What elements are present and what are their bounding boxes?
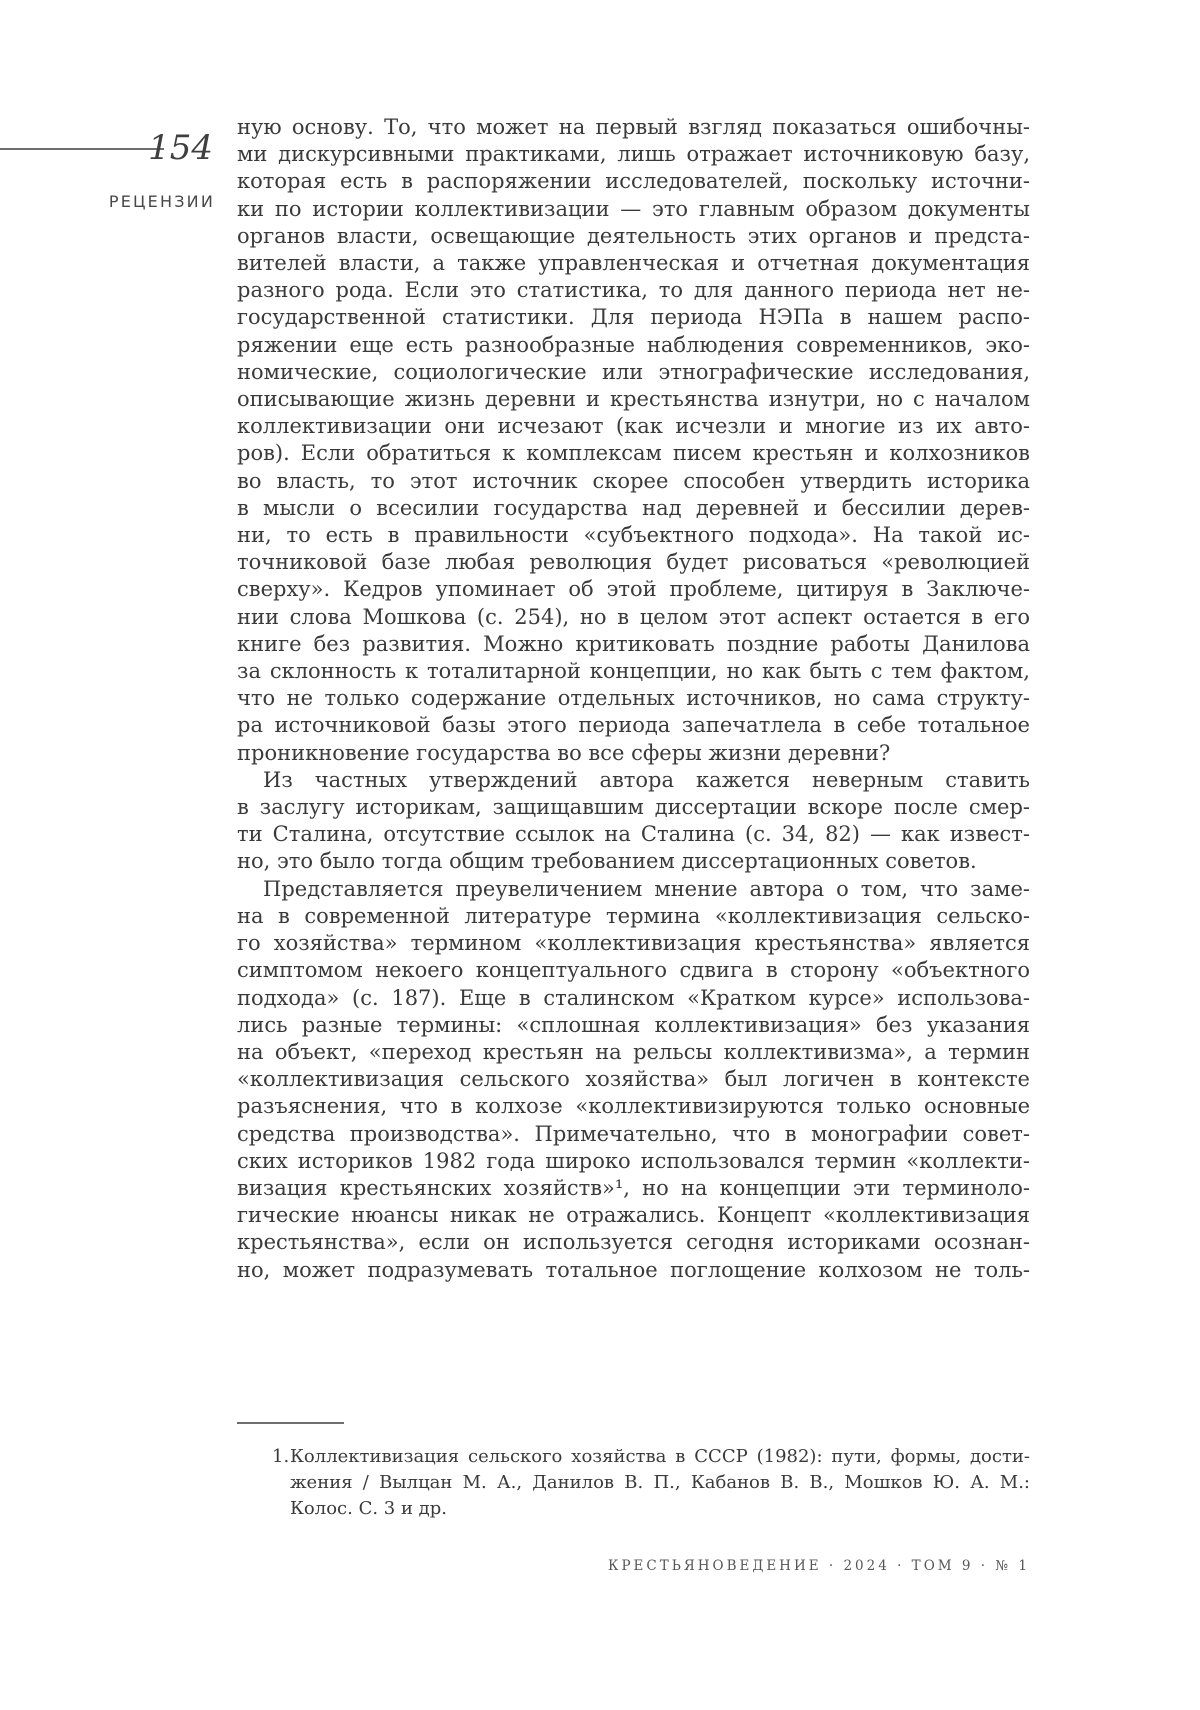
body-line: ми дискурсивными практиками, лишь отражает источниковую базу, bbox=[237, 142, 1030, 167]
footnote-marker: 1. bbox=[272, 1446, 290, 1467]
body-line: органов власти, освещающие деятельность этих органов и предста- bbox=[237, 223, 1030, 248]
footnote-rule bbox=[237, 1422, 344, 1424]
body-line: симптомом некоего концептуального сдвига в сторону «объектного bbox=[237, 958, 1030, 983]
body-line: Из частных утверждений автора кажется неверным ставить bbox=[263, 767, 1030, 792]
body-line: лись разные термины: «сплошная коллективизация» без указания bbox=[237, 1012, 1030, 1037]
article-body bbox=[237, 114, 1030, 1284]
section-label: РЕЦЕНЗИИ bbox=[108, 192, 215, 211]
body-line: Представляется преувеличением мнение автора о том, что заме- bbox=[263, 876, 1030, 901]
body-line: которая есть в распоряжении исследователей, поскольку источни- bbox=[237, 169, 1030, 194]
body-line: нии слова Мошкова (с. 254), но в целом этот аспект остается в его bbox=[237, 604, 1030, 629]
body-line: гические нюансы никак не отражались. Концепт «коллективизация bbox=[237, 1203, 1030, 1228]
body-line: что не только содержание отдельных источников, но сама структу- bbox=[237, 686, 1030, 711]
body-line: вителей власти, а также управленческая и отчетная документация bbox=[237, 251, 1030, 276]
page-number: 154 bbox=[148, 128, 213, 168]
body-line: проникновение государства во все сферы жизни деревни? bbox=[237, 740, 891, 765]
footnote-text bbox=[290, 1444, 1030, 1522]
body-line: ки по истории коллективизации — это главным образом документы bbox=[237, 196, 1030, 221]
body-line: ров). Если обратиться к комплексам писем крестьян и колхозников bbox=[237, 441, 1030, 466]
body-line: ра источниковой базы этого периода запечатлела в себе тотальное bbox=[237, 713, 1030, 738]
body-line: но, это было тогда общим требованием диссертационных советов. bbox=[237, 849, 977, 874]
body-line: в заслугу историкам, защищавшим диссертации вскоре после смер- bbox=[237, 795, 1030, 820]
footnote bbox=[237, 1444, 1030, 1522]
body-line: на объект, «переход крестьян на рельсы коллективизма», а термин bbox=[237, 1039, 1030, 1064]
body-line: го хозяйства» термином «коллективизация крестьянства» является bbox=[237, 931, 1030, 956]
body-line: книге без развития. Можно критиковать поздние работы Данилова bbox=[237, 631, 1030, 656]
footnote-line: Колос. С. 3 и др. bbox=[290, 1498, 447, 1519]
journal-footer: КРЕСТЬЯНОВЕДЕНИЕ · 2024 · ТОМ 9 · № 1 bbox=[608, 1558, 1030, 1574]
body-line: средства производства». Примечательно, что в монографии совет- bbox=[237, 1121, 1030, 1146]
body-line: ских историков 1982 года широко использовался термин «коллекти- bbox=[237, 1148, 1030, 1173]
body-line: визация крестьянских хозяйств»¹, но на концепции эти терминоло- bbox=[237, 1175, 1030, 1200]
body-line: в мысли о всесилии государства над деревней и бессилии дерев- bbox=[237, 495, 1030, 520]
body-line: на в современной литературе термина «коллективизация сельско- bbox=[237, 903, 1030, 928]
body-line: сверху». Кедров упоминает об этой проблеме, цитируя в Заключе- bbox=[237, 577, 1030, 602]
body-line: во власть, то этот источник скорее способен утвердить историка bbox=[237, 468, 1030, 493]
footnote-line: Коллективизация сельского хозяйства в СССР (1982): пути, формы, дости- bbox=[290, 1446, 1030, 1467]
body-line: ни, то есть в правильности «субъектного подхода». На такой ис- bbox=[237, 523, 1030, 548]
body-line: за склонность к тоталитарной концепции, но как быть с тем фактом, bbox=[237, 659, 1030, 684]
body-line: крестьянства», если он используется сегодня историками осознан- bbox=[237, 1230, 1030, 1255]
body-line: но, может подразумевать тотальное поглощение колхозом не толь- bbox=[237, 1257, 1030, 1282]
body-line: точниковой базе любая революция будет рисоваться «революцией bbox=[237, 550, 1030, 575]
body-line: описывающие жизнь деревни и крестьянства изнутри, но с началом bbox=[237, 387, 1030, 412]
body-line: «коллективизация сельского хозяйства» был логичен в контексте bbox=[237, 1067, 1030, 1092]
footnote-line: жения / Вылцан М. А., Данилов В. П., Кабанов В. В., Мошков Ю. А. М.: bbox=[290, 1472, 1030, 1493]
body-line: подхода» (с. 187). Еще в сталинском «Кратком курсе» использова- bbox=[237, 985, 1030, 1010]
body-line: государственной статистики. Для периода НЭПа в нашем распо- bbox=[237, 305, 1030, 330]
body-line: коллективизации они исчезают (как исчезли и многие из их авто- bbox=[237, 414, 1030, 439]
body-line: ти Сталина, отсутствие ссылок на Сталина (с. 34, 82) — как извест- bbox=[237, 822, 1030, 847]
body-line: ную основу. То, что может на первый взгляд показаться ошибочны- bbox=[237, 115, 1030, 139]
body-line: разного рода. Если это статистика, то для данного периода нет не- bbox=[237, 278, 1030, 303]
body-line: номические, социологические или этнографические исследования, bbox=[237, 359, 1030, 384]
body-line: разъяснения, что в колхозе «коллективизируются только основные bbox=[237, 1094, 1030, 1119]
body-line: ряжении еще есть разнообразные наблюдения современников, эко- bbox=[237, 332, 1030, 357]
